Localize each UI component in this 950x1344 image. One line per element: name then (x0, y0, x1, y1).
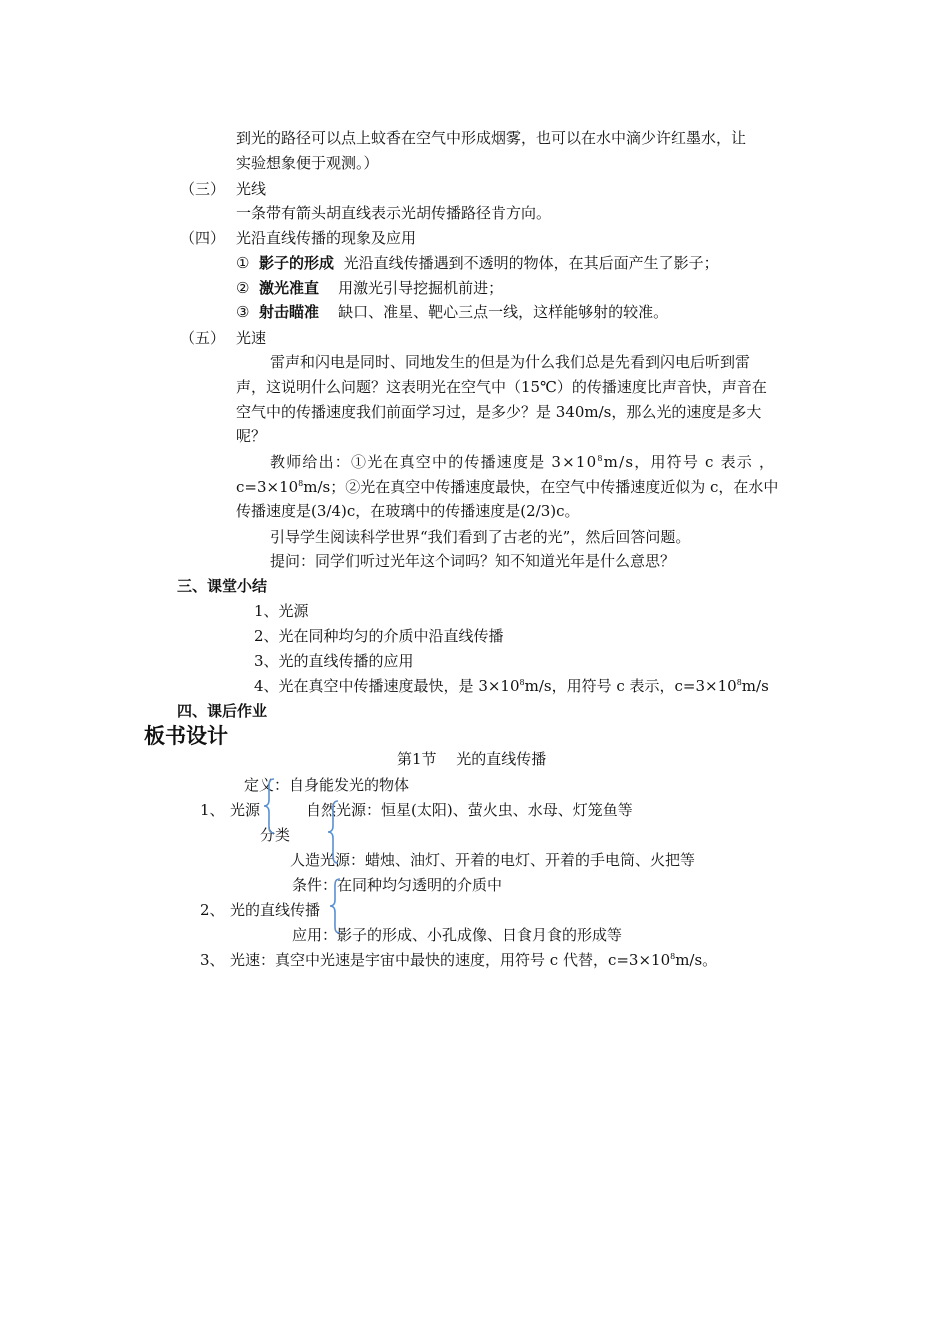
superscript: 8 (298, 479, 304, 488)
teacher-line-2 (236, 477, 778, 497)
board-condition: 条件：在同种均匀透明的介质中 (292, 876, 503, 894)
homework-heading: 四、课后作业 (177, 702, 268, 720)
application-item (236, 278, 503, 298)
section-5-number: （五） (180, 329, 226, 347)
board-speed (230, 950, 717, 970)
intro-line-2: 实验想象便于观测。） (236, 154, 379, 172)
question-line: 提问：同学们听过光年这个词吗？知不知道光年是什么意思？ (270, 552, 676, 570)
intro-line-1: 到光的路径可以点上蚊香在空气中形成烟雾，也可以在水中滴少许红墨水，让 (236, 129, 747, 147)
teacher-text: m/s，用符号 c 表示 ， (603, 453, 776, 471)
guide-line: 引导学生阅读科学世界“我们看到了古老的光”，然后回答问题。 (270, 528, 691, 546)
board-application: 应用：影子的形成、小孔成像、日食月食的形成等 (292, 926, 623, 944)
board-section-title: 第1节 光的直线传播 (397, 750, 547, 768)
speed-text: m/s。 (675, 951, 718, 969)
item-marker: ③ (236, 303, 250, 321)
brace-classify (326, 800, 342, 864)
summary-text: m/s，用符号 c 表示，c=3×10 (524, 677, 737, 695)
item-term: 影子的形成 (259, 254, 335, 272)
board-definition: 定义：自身能发光的物体 (244, 776, 410, 794)
brace-light-source (262, 778, 278, 834)
superscript: 8 (519, 678, 525, 687)
board-item-number: 3、 (200, 951, 225, 969)
paragraph-line: 雷声和闪电是同时、同地发生的但是为什么我们总是先看到闪电后听到雷 (270, 353, 751, 371)
superscript: 8 (670, 952, 676, 961)
item-term: 射击瞄准 (259, 303, 320, 321)
board-design-heading: 板书设计 (144, 724, 228, 748)
application-item (236, 253, 719, 273)
board-propagation-label: 光的直线传播 (230, 901, 321, 919)
section-3-title: 光线 (236, 180, 267, 198)
section-3-number: （三） (180, 180, 226, 198)
section-3-text: 一条带有箭头胡直线表示光胡传播路径肯方向。 (236, 204, 552, 222)
summary-item (254, 676, 769, 696)
superscript: 8 (736, 678, 742, 687)
summary-item: 3、光的直线传播的应用 (254, 652, 414, 670)
board-item-number: 1、 (200, 801, 225, 819)
item-marker: ② (236, 279, 250, 297)
board-natural-source: 自然光源：恒星(太阳)、萤火虫、水母、灯笼鱼等 (306, 801, 633, 819)
section-4-number: （四） (180, 229, 226, 247)
brace-propagation (328, 878, 344, 934)
teacher-text: 教师给出：①光在真空中的传播速度是 3×10 (270, 453, 598, 471)
section-4-title: 光沿直线传播的现象及应用 (236, 229, 417, 247)
item-text: 用激光引导挖掘机前进； (338, 279, 504, 297)
summary-heading: 三、课堂小结 (177, 577, 268, 595)
item-term: 激光准直 (259, 279, 320, 297)
teacher-line-1 (270, 452, 775, 472)
application-item (236, 302, 668, 322)
board-light-source-label: 光源 (230, 801, 261, 819)
item-marker: ① (236, 254, 250, 272)
teacher-text: c=3×10 (236, 478, 299, 496)
board-artificial-source: 人造光源：蜡烛、油灯、开着的电灯、开着的手电筒、火把等 (290, 851, 696, 869)
superscript: 8 (597, 454, 604, 463)
paragraph-line: 声，这说明什么问题？这表明光在空气中（15℃）的传播速度比声音快，声音在 (236, 378, 767, 396)
item-text: 缺口、准星、靶心三点一线，这样能够射的较准。 (338, 303, 669, 321)
paragraph-line: 空气中的传播速度我们前面学习过，是多少？是 340m/s，那么光的速度是多大 (236, 403, 762, 421)
section-5-title: 光速 (236, 329, 267, 347)
paragraph-line: 呢？ (236, 427, 267, 445)
board-item-number: 2、 (200, 901, 225, 919)
speed-text: 光速：真空中光速是宇宙中最快的速度，用符号 c 代替，c=3×10 (230, 951, 671, 969)
teacher-text: m/s；②光在真空中传播速度最快，在空气中传播速度近似为 c，在水中 (303, 478, 779, 496)
summary-item: 1、光源 (254, 602, 309, 620)
summary-text: m/s (741, 677, 769, 695)
teacher-line-3: 传播速度是(3/4)c，在玻璃中的传播速度是(2/3)c。 (236, 502, 580, 520)
summary-item: 2、光在同种均匀的介质中沿直线传播 (254, 627, 504, 645)
item-text: 光沿直线传播遇到不透明的物体，在其后面产生了影子； (343, 254, 719, 272)
board-classify-label: 分类 (260, 826, 291, 844)
summary-text: 4、光在真空中传播速度最快，是 3×10 (254, 677, 520, 695)
